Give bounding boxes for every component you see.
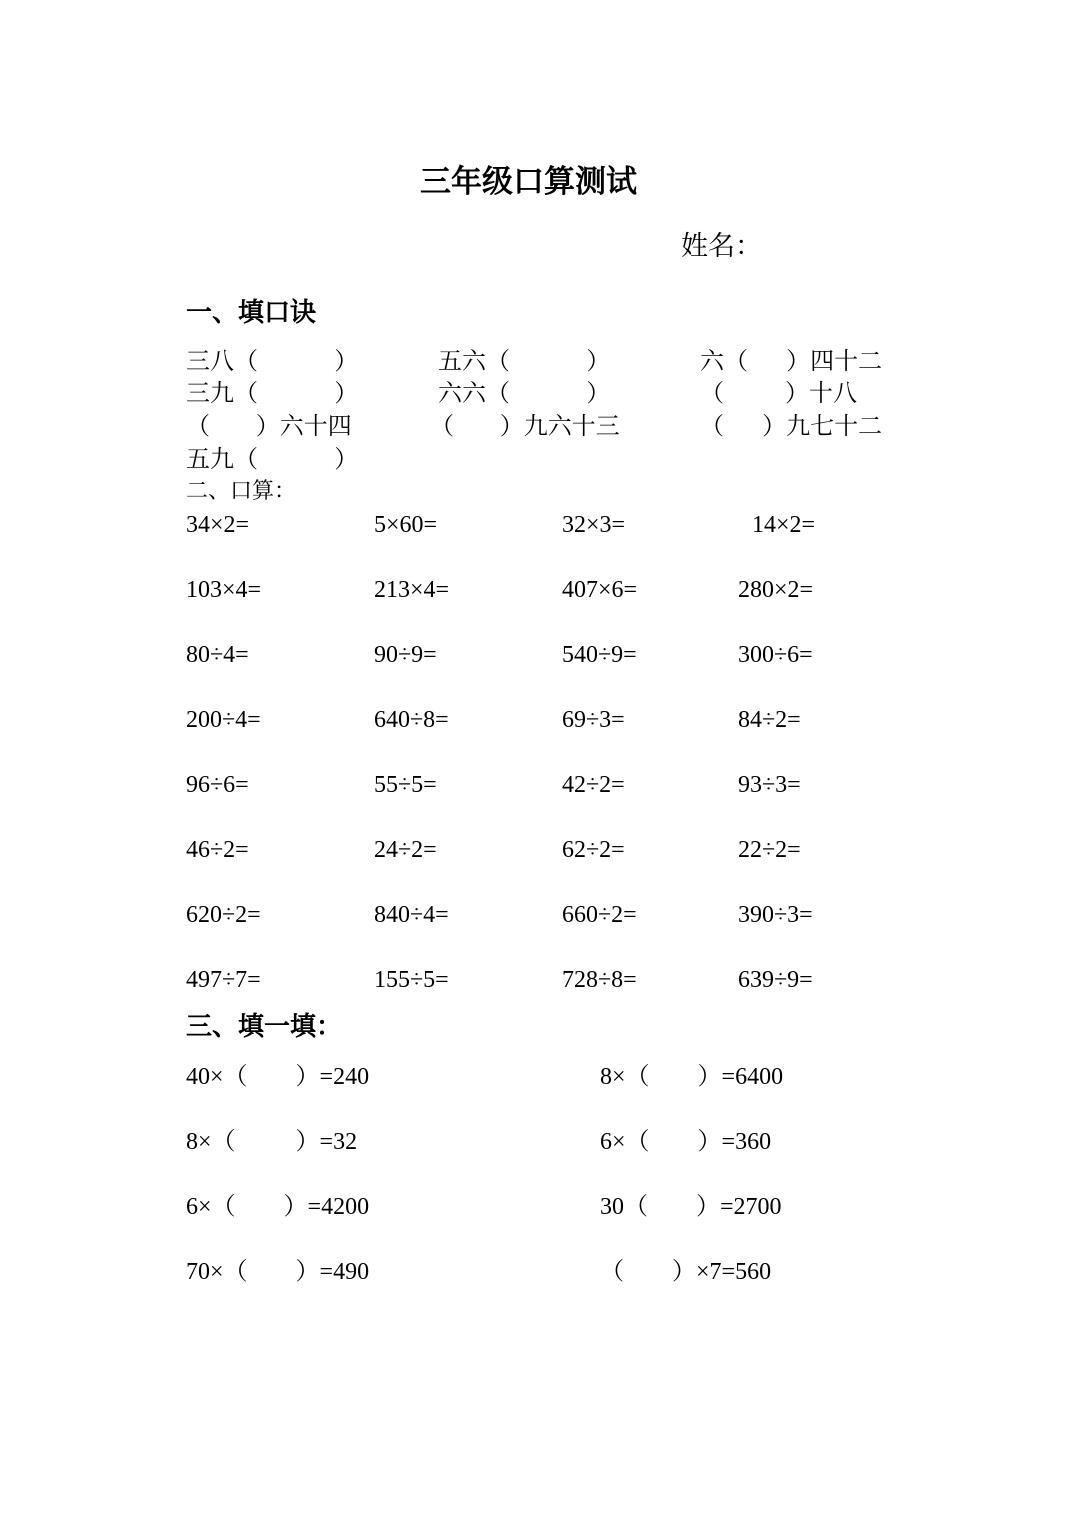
problem: 660÷2= — [562, 902, 637, 928]
fill-item: 8×（ ）=6400 — [600, 1064, 784, 1090]
problem: 42÷2= — [562, 772, 625, 798]
kouju-item: 三八（ ） — [186, 347, 359, 375]
section-2-heading: 二、口算： — [186, 479, 297, 504]
problem: 22÷2= — [738, 837, 801, 863]
problem: 80÷4= — [186, 642, 249, 668]
problem: 300÷6= — [738, 642, 813, 668]
problem: 280×2= — [738, 577, 814, 603]
fill-item: 30（ ）=2700 — [600, 1194, 782, 1220]
kouju-item: 六（ ）四十二 — [700, 347, 883, 375]
problem: 93÷3= — [738, 772, 801, 798]
fill-item: 6×（ ）=4200 — [186, 1194, 370, 1220]
problem: 55÷5= — [374, 772, 437, 798]
problem: 32×3= — [562, 512, 626, 538]
kouju-item: 三九（ ） — [186, 379, 359, 407]
fill-item: （ ）×7=560 — [600, 1259, 772, 1285]
fill-item: 6×（ ）=360 — [600, 1129, 772, 1155]
kouju-item: 六六（ ） — [438, 379, 611, 407]
kouju-item: （ ）六十四 — [186, 412, 352, 440]
problem: 62÷2= — [562, 837, 625, 863]
section-1-heading: 一、填口诀 — [186, 298, 317, 328]
problem: 24÷2= — [374, 837, 437, 863]
problem: 639÷9= — [738, 967, 813, 993]
problem: 840÷4= — [374, 902, 449, 928]
kouju-item: （ ）十八 — [700, 379, 858, 407]
problem: 90÷9= — [374, 642, 437, 668]
problem: 14×2= — [752, 512, 816, 538]
problem: 497÷7= — [186, 967, 261, 993]
problem: 540÷9= — [562, 642, 637, 668]
problem: 390÷3= — [738, 902, 813, 928]
problem: 640÷8= — [374, 707, 449, 733]
problem: 84÷2= — [738, 707, 801, 733]
fill-item: 40×（ ）=240 — [186, 1064, 370, 1090]
problem: 69÷3= — [562, 707, 625, 733]
kouju-item: （ ）九七十二 — [700, 412, 883, 440]
problem: 96÷6= — [186, 772, 249, 798]
problem: 200÷4= — [186, 707, 261, 733]
problem: 5×60= — [374, 512, 438, 538]
fill-item: 8×（ ）=32 — [186, 1129, 358, 1155]
page-title: 三年级口算测试 — [420, 164, 637, 200]
problem: 620÷2= — [186, 902, 261, 928]
fill-item: 70×（ ）=490 — [186, 1259, 370, 1285]
kouju-item: 五九（ ） — [186, 445, 359, 473]
problem: 46÷2= — [186, 837, 249, 863]
kouju-item: （ ）九六十三 — [430, 412, 620, 440]
problem: 728÷8= — [562, 967, 637, 993]
name-label: 姓名： — [681, 231, 762, 262]
problem: 34×2= — [186, 512, 250, 538]
problem: 103×4= — [186, 577, 262, 603]
section-3-heading: 三、填一填： — [186, 1012, 343, 1042]
problem: 155÷5= — [374, 967, 449, 993]
problem: 213×4= — [374, 577, 450, 603]
kouju-item: 五六（ ） — [438, 347, 611, 375]
problem: 407×6= — [562, 577, 638, 603]
